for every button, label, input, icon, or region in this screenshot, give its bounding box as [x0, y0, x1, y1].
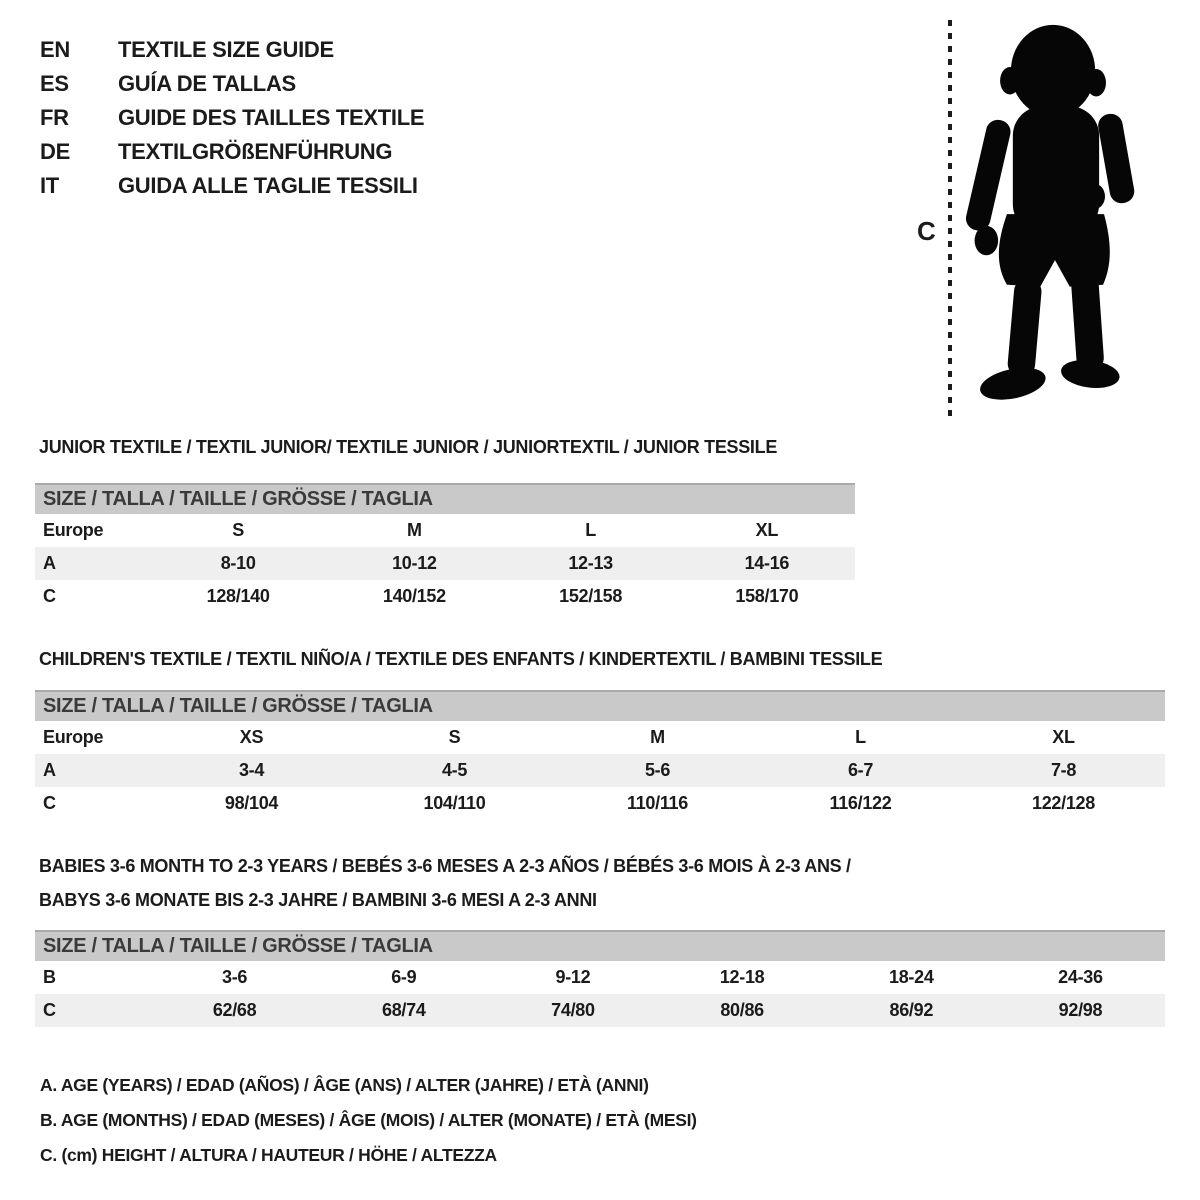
table-cell: S	[232, 520, 244, 540]
table-cell: 24-36	[1058, 967, 1103, 987]
row-label: C	[43, 1000, 56, 1020]
language-label: GUIDE DES TAILLES TEXTILE	[118, 105, 425, 130]
table-cell: XS	[239, 727, 264, 747]
table-cell: 6-9	[391, 967, 417, 987]
table-cell: 122/128	[1032, 793, 1095, 813]
table-cell: 3-6	[222, 967, 248, 987]
table-cell: 7-8	[1050, 760, 1077, 780]
row-label: Europe	[43, 727, 104, 747]
table-cell: S	[448, 727, 461, 747]
language-row	[40, 101, 424, 135]
size-header-bar: SIZE / TALLA / TAILLE / GRÖSSE / TAGLIA	[35, 930, 1165, 961]
table-cell: 74/80	[551, 1000, 595, 1020]
language-row	[40, 135, 424, 169]
table-cell: XL	[1052, 727, 1075, 747]
row-label: A	[43, 760, 56, 780]
table-cell: 68/74	[381, 1000, 426, 1020]
table-cell: 62/68	[212, 1000, 257, 1020]
row-label: B	[43, 967, 56, 987]
language-list	[40, 33, 424, 203]
table-cell: 3-4	[238, 760, 265, 780]
table-row	[35, 787, 1165, 820]
table-cell: 14-16	[744, 553, 790, 573]
toddler-silhouette-icon	[960, 18, 1150, 420]
table-cell: XL	[755, 520, 779, 540]
table-cell: L	[855, 727, 866, 747]
table-row	[35, 754, 1165, 787]
table-cell: 8-10	[220, 553, 256, 573]
table-row	[35, 721, 1165, 754]
table-row	[35, 514, 855, 547]
table-cell: 18-24	[889, 967, 934, 987]
row-label: A	[43, 553, 56, 573]
table-cell: 158/170	[735, 586, 799, 606]
legend-line: A. AGE (YEARS) / EDAD (AÑOS) / ÂGE (ANS) / ALTER (JAHRE) / ETÀ (ANNI)	[40, 1075, 649, 1095]
language-code: EN	[40, 37, 70, 62]
table-cell: 86/92	[889, 1000, 934, 1020]
language-code: ES	[40, 71, 69, 96]
language-label: GUIDA ALLE TAGLIE TESSILI	[118, 173, 418, 198]
section-title: JUNIOR TEXTILE / TEXTIL JUNIOR/ TEXTILE JUNIOR / JUNIORTEXTIL / JUNIOR TESSILE	[39, 437, 778, 457]
table-cell: 110/116	[627, 793, 688, 813]
row-label: Europe	[43, 520, 104, 540]
section-babies	[35, 849, 1165, 1027]
language-code: FR	[40, 105, 69, 130]
legend-line: C. (cm) HEIGHT / ALTURA / HAUTEUR / HÖHE / ALTEZZA	[40, 1145, 497, 1165]
language-row	[40, 67, 424, 101]
table-cell: 104/110	[423, 793, 486, 813]
table-cell: 12-18	[719, 967, 765, 987]
table-cell: 10-12	[392, 553, 437, 573]
table-row	[35, 547, 855, 580]
language-label: TEXTILGRÖßENFÜHRUNG	[118, 139, 393, 164]
table-cell: 92/98	[1058, 1000, 1103, 1020]
row-label: C	[43, 793, 56, 813]
table-row	[35, 961, 1165, 994]
table-cell: L	[585, 520, 596, 540]
language-code: IT	[40, 173, 59, 198]
language-row	[40, 33, 424, 67]
table-cell: 116/122	[829, 793, 892, 813]
table-cell: 4-5	[441, 760, 468, 780]
section-title: BABIES 3-6 MONTH TO 2-3 YEARS / BEBÉS 3-6 MESES A 2-3 AÑOS / BÉBÉS 3-6 MOIS À 2-3 ANS /	[39, 856, 851, 876]
language-label: GUÍA DE TALLAS	[118, 71, 296, 96]
section-title: CHILDREN'S TEXTILE / TEXTIL NIÑO/A / TEXTILE DES ENFANTS / KINDERTEXTIL / BAMBINI TESSILE	[39, 649, 883, 669]
row-label: C	[43, 586, 56, 606]
section-title: BABYS 3-6 MONATE BIS 2-3 JAHRE / BAMBINI 3-6 MESI A 2-3 ANNI	[39, 890, 597, 910]
table-cell: 152/158	[559, 586, 623, 606]
table-cell: M	[650, 727, 665, 747]
section-junior	[35, 430, 855, 613]
table-cell: 98/104	[224, 793, 279, 813]
legend	[40, 1068, 697, 1173]
table-cell: M	[407, 520, 422, 540]
language-row	[40, 169, 424, 203]
size-header-bar: SIZE / TALLA / TAILLE / GRÖSSE / TAGLIA	[35, 690, 1165, 721]
section-children	[35, 642, 1165, 820]
table-cell: 5-6	[644, 760, 671, 780]
table-row	[35, 580, 855, 613]
language-code: DE	[40, 139, 70, 164]
table-cell: 6-7	[847, 760, 874, 780]
table-cell: 80/86	[720, 1000, 764, 1020]
height-marker-label: C	[917, 216, 936, 246]
height-figure	[905, 12, 1200, 424]
legend-line: B. AGE (MONTHS) / EDAD (MESES) / ÂGE (MOIS) / ALTER (MONATE) / ETÀ (MESI)	[40, 1110, 697, 1130]
table-cell: 140/152	[382, 586, 446, 606]
table-row	[35, 994, 1165, 1027]
table-cell: 12-13	[568, 553, 613, 573]
table-cell: 9-12	[555, 967, 591, 987]
language-label: TEXTILE SIZE GUIDE	[118, 37, 334, 62]
table-cell: 128/140	[206, 586, 270, 606]
height-dotted-line	[948, 20, 952, 418]
size-header-bar: SIZE / TALLA / TAILLE / GRÖSSE / TAGLIA	[35, 483, 855, 514]
